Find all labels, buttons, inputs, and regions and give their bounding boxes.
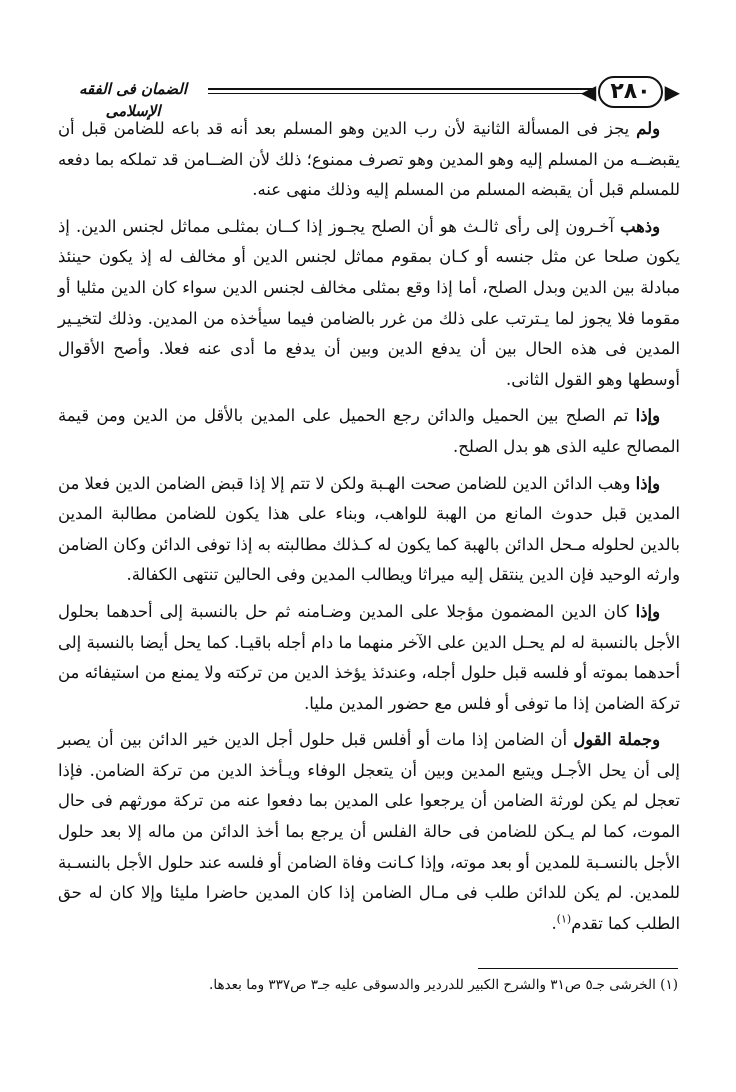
footnote: (١) الخرشى جـ٥ ص٣١ والشرح الكبير للدردير والدسوقى عليه جـ٣ ص٣٣٧ وما بعدها.	[209, 977, 678, 993]
paragraph-lead: ولم	[636, 119, 660, 138]
header-rule	[208, 88, 592, 90]
paragraph-text: أن الضامن إذا مات أو أفلس قبل حلول أجل الدين خير الدائن بين أن يصبر إلى أن يحل الأجـل ويتبع المدين وبين أن يتعجل الوفاء ويـأخذ الدين من تركة الضامن. فإذا تعجل لم يكن لورثة الضامن أن يرجعوا على المدين بما دفعوا عنه من تركة مورثهم فى حال الموت، كما لم يـكن للضامن فى حالة الفلس أن يرجع بما أخذ الدائن من ماله إلا بعد حلول الأجل بالنسـبة للمدين أو بعد موته، وإذا كـانت وفاة الضامن أو فلسه عند حلول الأجل بالنسـبة للمدين. لم يكن للدائن طلب فى مـال الضامن إذا كان المدين حاضرا مليئا وإلا كان له حق الطلب كما تقدم	[58, 730, 680, 933]
paragraph-lead: وجملة القول	[573, 730, 660, 750]
paragraph-4	[58, 469, 680, 591]
paragraph-5	[58, 597, 680, 719]
footnote-divider	[478, 968, 678, 969]
paragraph-2	[58, 212, 680, 396]
main-text	[58, 114, 680, 945]
running-title: الضمان فى الفقه الإسلامى	[78, 80, 188, 120]
paragraph-lead: وإذا	[635, 601, 660, 621]
paragraph-3	[58, 401, 680, 462]
left-arrow-ornament-icon: ◀	[580, 80, 597, 104]
paragraph-text: يجز فى المسألة الثانية لأن رب الدين وهو المسلم بعد أنه قد باعه للضامن قبل أن يقبضــه من المسلم إليه وهو المدين وهو تصرف ممنوع؛ ذلك لأن الضــامن قد تملكه بما دفعه للمسلم قبل أن يقبضه المسلم من المسلم إليه وذلك منهى عنه.	[58, 119, 680, 200]
paragraph-text: وهب الدائن الدين للضامن صحت الهـبة ولكن لا تتم إلا إذا قبض الضامن الدين فعلا من المدين قبل حدوث المانع من الهبة للواهب، وبناء على هذا يكون للضامن مطالبة المدين بالدين لحلوله مـحل الدائن بالهبة كما يكون له كـذلك مطالبته به إذا توفى الدائن وكان الضامن وارثه الوحيد فإن الدين ينتقل إليه ميراثا ويطالب المدين وفى الحالين تنتهى الكفالة.	[58, 473, 680, 585]
paragraph-text: كان الدين المضمون مؤجلا على المدين وضـامنه ثم حل بالنسبة إلى أحدهما بحلول الأجل بالنسبة له لم يحـل الدين على الآخر منهما ما دام أجله باقيـا. كما يحل أيضا بالنسبة إلى أحدهما بموته أو فلسه قبل حلول أجله، وعندئذ يؤخذ الدين من تركته ولا يمنع من استيفائه من تركة الضامن إذا ما توفى أو فلس مع حضور المدين مليا.	[58, 601, 680, 713]
paragraph-text: تم الصلح بين الحميل والدائن رجع الحميل على المدين بالأقل من الدين ومن قيمة المصالح عليه الذى هو بدل الصلح.	[58, 406, 680, 456]
paragraph-1	[58, 114, 680, 206]
footnote-reference[interactable]: (١)	[556, 912, 572, 926]
page-header	[58, 72, 680, 120]
paragraph-lead: وذهب	[620, 216, 660, 236]
page-number: ٢٨٠	[598, 76, 662, 108]
right-arrow-ornament-icon: ▶	[664, 80, 680, 104]
paragraph-tail: .	[551, 913, 557, 933]
paragraph-lead: وإذا	[635, 473, 660, 493]
page-number-badge	[581, 76, 680, 108]
paragraph-lead: وإذا	[635, 406, 660, 426]
paragraph-text: آخـرون إلى رأى ثالـث هو أن الصلح يجـوز إذا كــان بمثلـى مماثل لجنس الدين. إذ يكون صلحا عن مثل جنسه أو كـان بمقوم مماثل لجنس الدين أو مخالف له إذ يكون حينئذ مبادلة بين الدين وبدل الصلح، أما إذا وقع بمثلى مخالف لجنس الدين سواء كان الدين مثليا أو مقوما فلا يجوز لما يـترتب على ذلك من غرر بالضامن فيما سيأخذه من المدين. وذلك لتخيـير المدين فى هذه الحال بين أن يدفع الدين وبين أن يدفع ما أدى عنه فعلا. وأصح الأقوال أوسطها وهو القول الثانى.	[58, 216, 680, 389]
header-rule-thin	[208, 93, 592, 94]
paragraph-6	[58, 725, 680, 939]
